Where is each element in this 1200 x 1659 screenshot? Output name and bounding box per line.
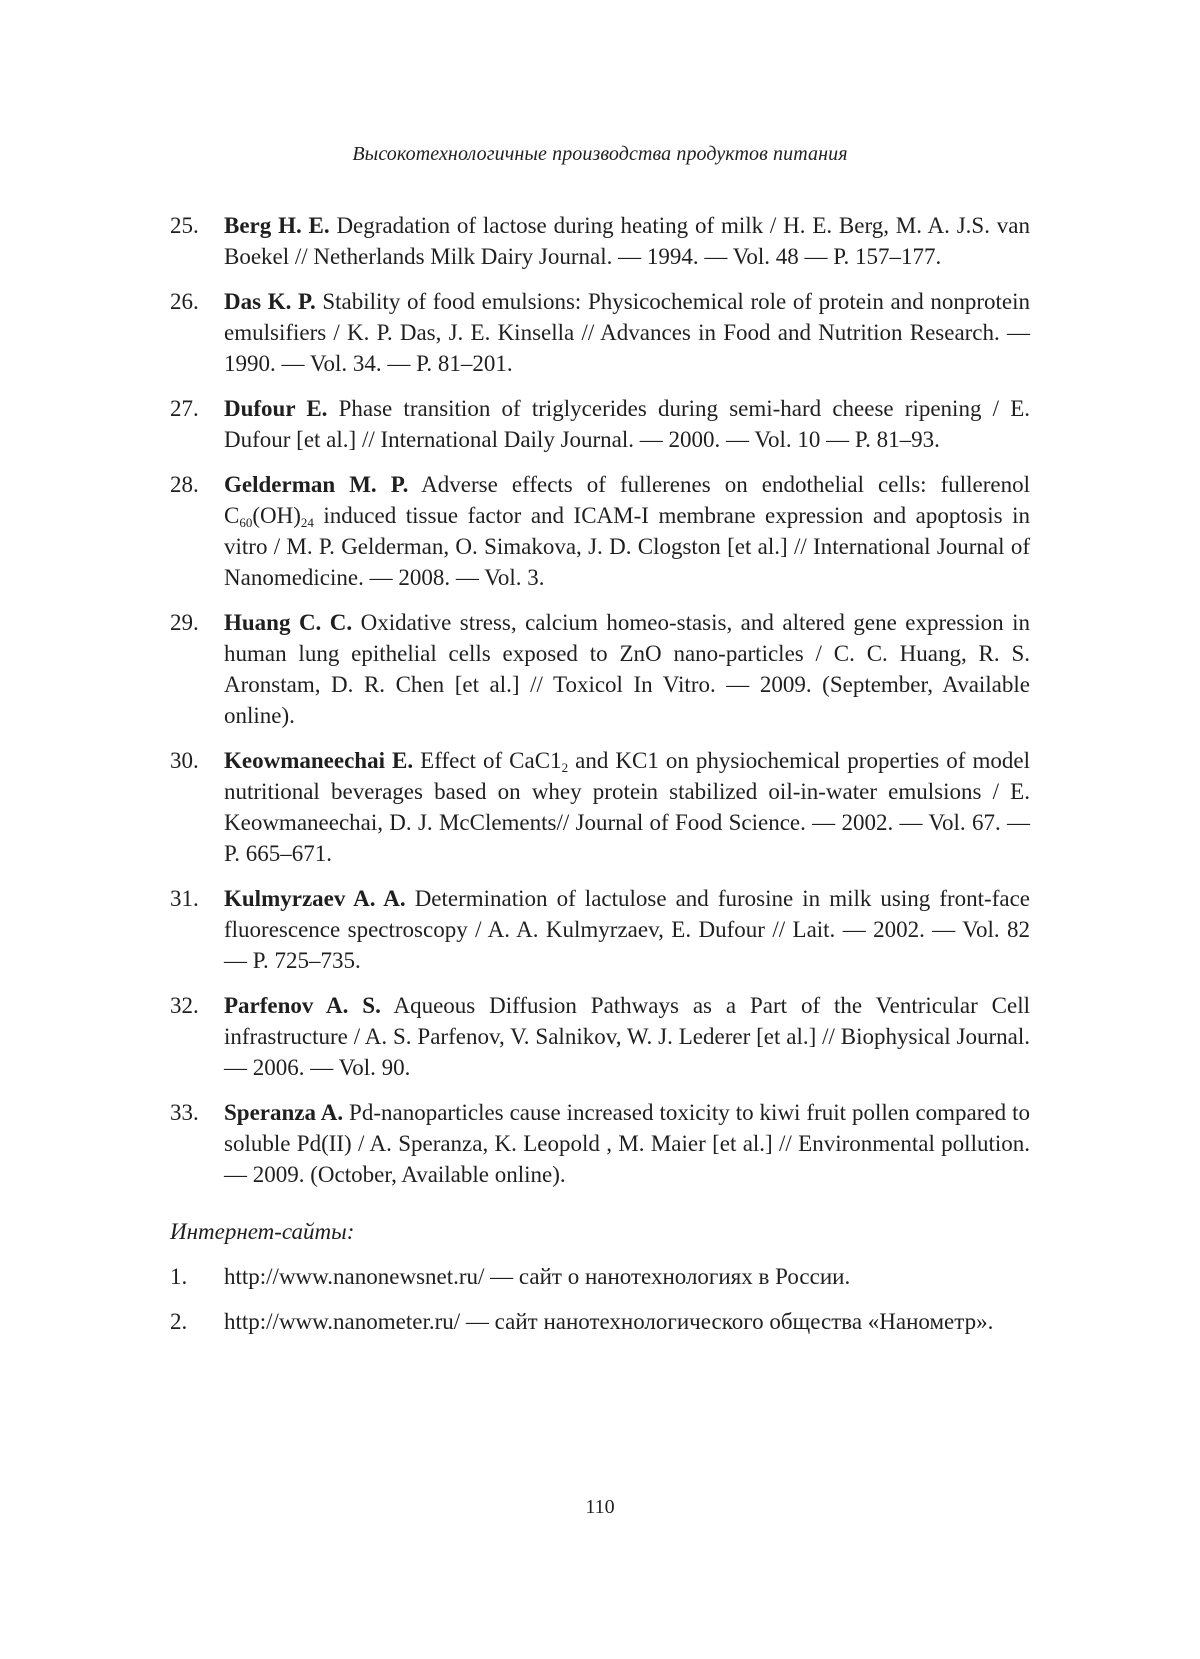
internet-sites-heading: Интернет-сайты: [170,1219,355,1244]
website-number: 1. [170,1264,188,1289]
reference-text: (OH) [252,503,301,528]
reference-item [170,286,1030,379]
reference-list [170,210,1030,1190]
reference-number: 33. [170,1100,199,1125]
website-text: http://www.nanometer.ru/ — сайт нанотехнологического общества «Нанометр». [224,1309,994,1334]
reference-text: Aqueous Diffusion Pathways as a Part of the Ventricular Cell infrastructure / A. S. Parfenov, V. Salnikov, W. J. Lederer [et al.] // Biophysical Journal. — 2006. — Vol. 90. [224,993,1030,1080]
reference-item [170,469,1030,593]
reference-text: Adverse effects of fullerenes on endothelial cells: fullerenol C [224,472,1031,528]
reference-text: Degradation of lactose during heating of milk / H. E. Berg, M. A. J.S. van Boekel // Netherlands Milk Dairy Journal. — 1994. — Vol. 48 — P. 157–177. [224,213,1030,269]
reference-number: 25. [170,213,199,238]
reference-text: and KC1 on physiochemical properties of model nutritional beverages based on whey protein stabilized oil-in-water emulsions / E. Keowmaneechai, D. J. McClements// Journal of Food Science. — 2002. — Vol. 67. — P. 665–671. [224,748,1030,866]
reference-item [170,990,1030,1083]
reference-author: Kulmyrzaev A. A. [224,886,406,911]
reference-author: Gelderman M. P. [224,472,409,497]
website-item [170,1306,1030,1337]
reference-author: Dufour E. [224,396,328,421]
running-header: Высокотехнологичные производства продуктов питания [352,143,848,165]
website-number: 2. [170,1309,188,1334]
reference-text: Oxidative stress, calcium homeo-stasis, and altered gene expression in human lung epithelial cells exposed to ZnO nano-particles / C. C. Huang, R. S. Aronstam, D. R. Chen [et al.] // Toxicol In Vitro. — 2009. (September, Available online). [224,610,1030,728]
subscript: 24 [300,515,314,530]
reference-text: Effect of CaC1 [413,748,562,773]
reference-author: Parfenov A. S. [224,993,381,1018]
reference-author: Speranza A. [224,1100,344,1125]
reference-number: 28. [170,472,199,497]
reference-text: Stability of food emulsions: Physicochemical role of protein and nonprotein emulsifiers / K. P. Das, J. E. Kinsella // Advances in Food and Nutrition Research. — 1990. — Vol. 34. — P. 81–201. [224,289,1031,376]
reference-text: Determination of lactulose and furosine in milk using front-face fluorescence spectroscopy / A. A. Kulmyrzaev, E. Dufour // Lait. — 2002. — Vol. 82 — P. 725–735. [224,886,1030,973]
reference-author: Das K. P. [224,289,316,314]
reference-number: 31. [170,886,199,911]
subscript: 2 [561,760,569,775]
reference-number: 29. [170,610,199,635]
reference-item [170,210,1030,272]
subscript: 60 [239,515,253,530]
reference-item [170,1097,1030,1190]
reference-item [170,745,1030,869]
page-number: 110 [585,1496,615,1518]
reference-text: Pd-nanoparticles cause increased toxicity to kiwi fruit pollen compared to soluble Pd(II) / A. Speranza, K. Leopold , M. Maier [et al.] // Environmental pollution. — 2009. (October, Available online). [224,1100,1030,1187]
reference-author: Berg H. E. [224,213,330,238]
reference-number: 32. [170,993,199,1018]
reference-author: Keowmaneechai E. [224,748,414,773]
reference-author: Huang C. C. [224,610,353,635]
reference-text: induced tissue factor and ICAM-I membrane expression and apoptosis in vitro / M. P. Gelderman, O. Simakova, J. D. Clogston [et al.] // International Journal of Nanomedicine. — 2008. — Vol. 3. [224,503,1030,590]
reference-section [170,210,1030,1351]
internet-sites-list [170,1261,1030,1337]
reference-item [170,393,1030,455]
reference-number: 27. [170,396,199,421]
website-item [170,1261,1030,1292]
reference-number: 26. [170,289,199,314]
reference-text: Phase transition of triglycerides during semi-hard cheese ripening / E. Dufour [et al.] // International Daily Journal. — 2000. — Vol. 10 — P. 81–93. [224,396,1030,452]
reference-item [170,883,1030,976]
reference-number: 30. [170,748,199,773]
website-text: http://www.nanonewsnet.ru/ — сайт о нанотехнологиях в России. [224,1264,851,1289]
reference-item [170,607,1030,731]
